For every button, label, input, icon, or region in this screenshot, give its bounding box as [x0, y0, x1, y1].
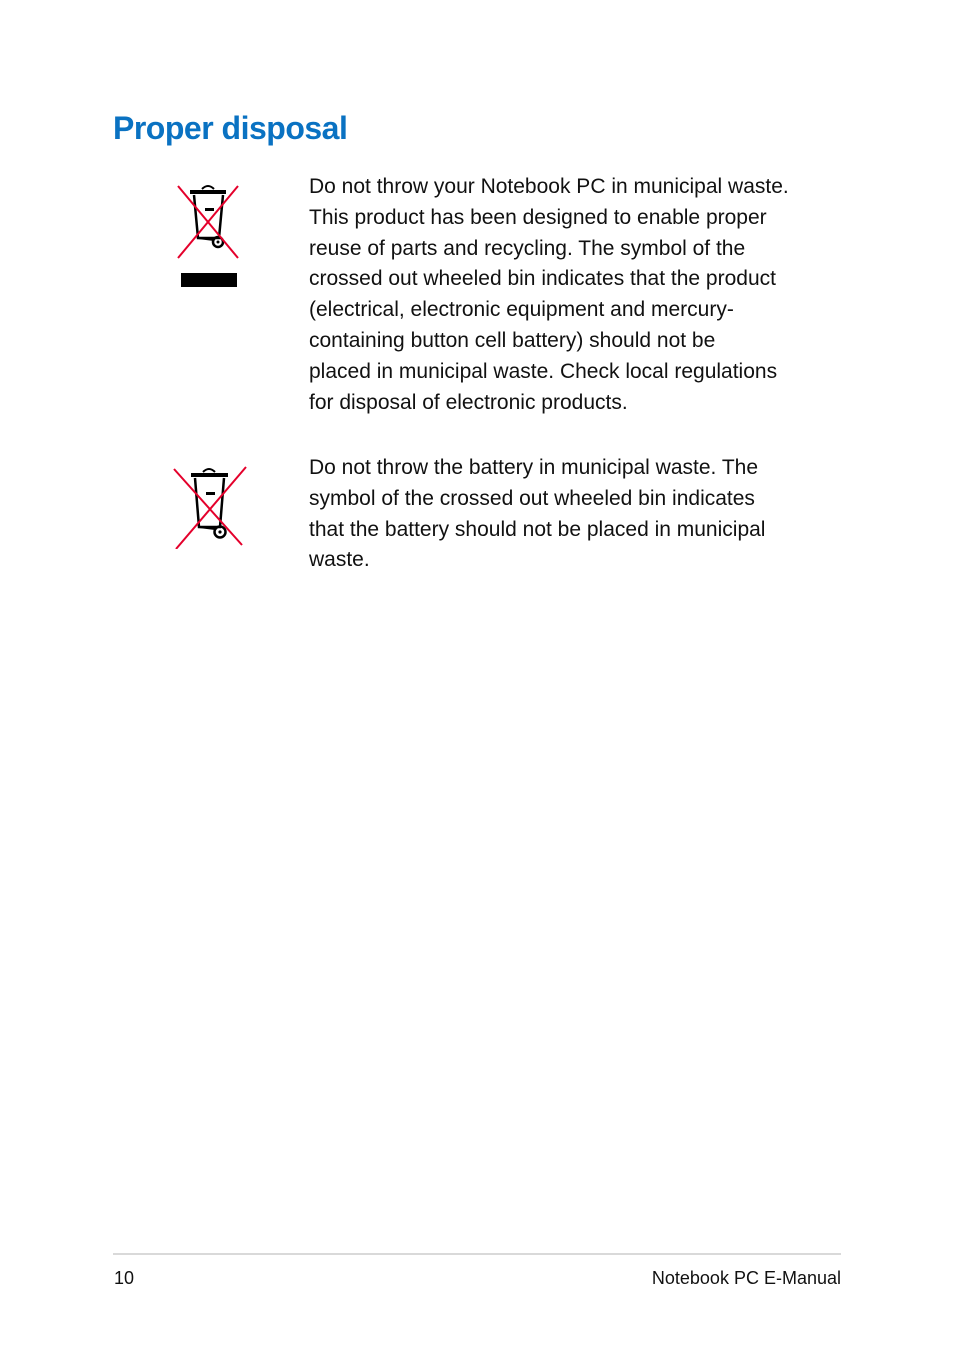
manual-name: Notebook PC E-Manual [651, 1268, 841, 1288]
page-title: Proper disposal [113, 110, 348, 146]
disposal-text-battery: Do not throw the battery in municipal waste. The symbol of the crossed out wheeled bin indicates that the battery should not be placed in municipal waste. [309, 456, 766, 572]
disposal-text-notebook: Do not throw your Notebook PC in municipal waste. This product has been designed to enable proper reuse of parts and recycling. The symbol of the crossed out wheeled bin indicates that the product (electrical, electronic equipment and mercury- containing button cell battery) should not be placed in municipal waste. Check local regulations for disposal of electronic products. [309, 175, 789, 414]
crossed-wheeled-bin-with-bar-icon [172, 178, 252, 288]
crossed-wheeled-bin-icon [170, 459, 250, 549]
footer-divider [113, 1253, 841, 1255]
page-number: 10 [114, 1268, 135, 1288]
